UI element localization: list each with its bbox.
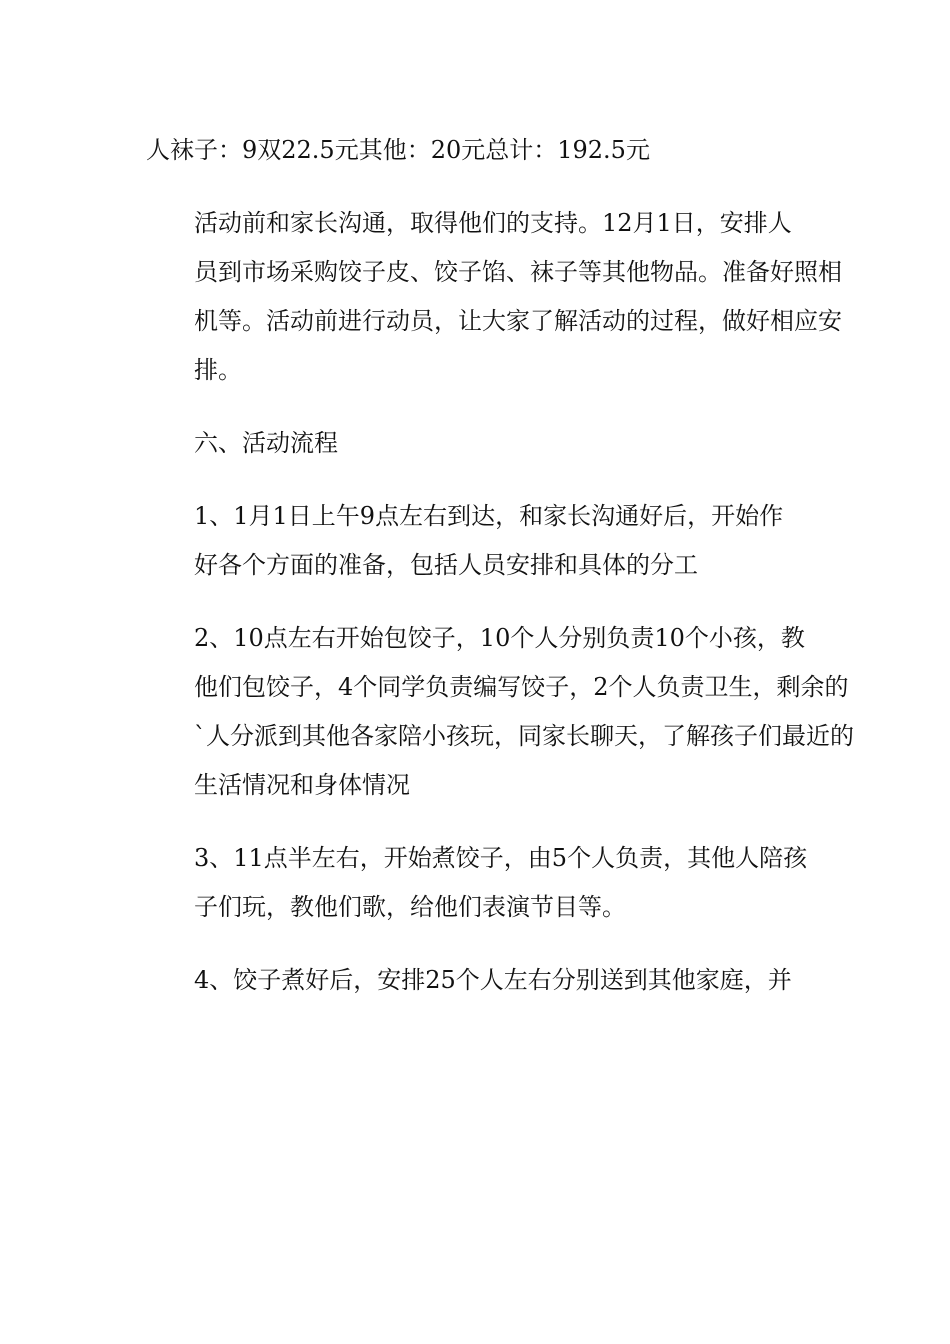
text-line: 子们玩，教他们歌，给他们表演节目等。 <box>194 893 626 921</box>
text-line: 生活情况和身体情况 <box>194 771 410 799</box>
text-line: 六、活动流程 <box>194 429 338 457</box>
paragraph <box>146 956 808 1005</box>
text-line: 机等。活动前进行动员，让大家了解活动的过程，做好相应安 <box>194 307 842 335</box>
paragraph <box>146 492 808 590</box>
paragraph <box>146 834 808 932</box>
text-line: 1、1月1日上午9点左右到达，和家长沟通好后，开始作 <box>194 502 784 530</box>
text-line: `人分派到其他各家陪小孩玩，同家长聊天，了解孩子们最近的 <box>194 722 854 750</box>
text-line: 他们包饺子，4个同学负责编写饺子，2个人负责卫生，剩余的 <box>194 673 849 701</box>
text-line: 员到市场采购饺子皮、饺子馅、袜子等其他物品。准备好照相 <box>194 258 842 286</box>
paragraph <box>146 614 854 810</box>
paragraph <box>146 126 808 175</box>
text-line: 人袜子：9双22.5元其他：20元总计：192.5元 <box>146 136 650 164</box>
text-line: 2、10点左右开始包饺子，10个人分别负责10个小孩，教 <box>194 624 805 652</box>
paragraph <box>146 199 842 395</box>
text-line: 4、饺子煮好后，安排25个人左右分别送到其他家庭，并 <box>194 966 792 994</box>
text-line: 排。 <box>194 356 242 384</box>
paragraph <box>146 419 808 468</box>
text-line: 活动前和家长沟通，取得他们的支持。12月1日，安排人 <box>194 209 792 237</box>
document-body <box>146 126 854 1029</box>
text-line: 好各个方面的准备，包括人员安排和具体的分工 <box>194 551 698 579</box>
text-line: 3、11点半左右，开始煮饺子，由5个人负责，其他人陪孩 <box>194 844 808 872</box>
